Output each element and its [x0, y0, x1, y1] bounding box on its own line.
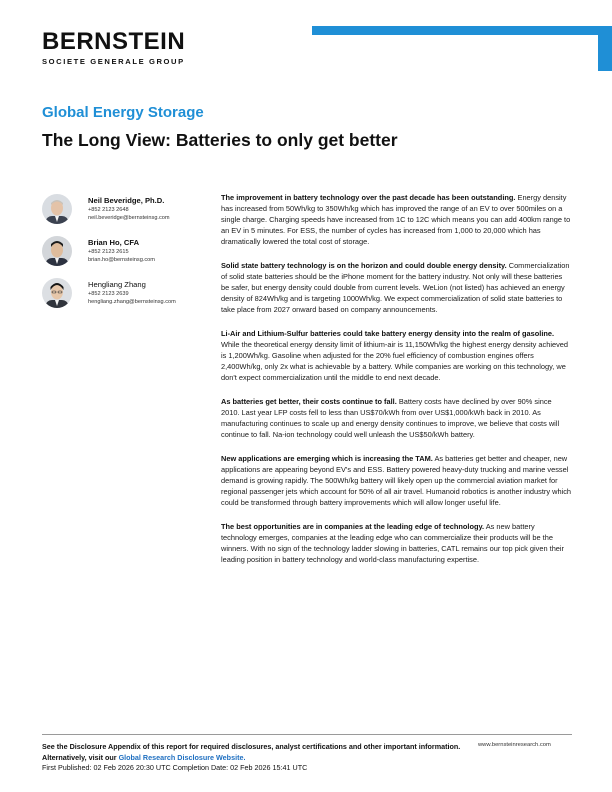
analyst-card [42, 192, 212, 234]
analyst-name: Hengliang Zhang [88, 280, 146, 289]
paragraph-text: Commercialization of solid state batteries should be the iPhone moment for the battery industry. Not only will these batteries be safer, but energy density could double from current levels. WeLion (not listed) has achieved an energy density of 824Wh/kg and is targeting 1000Wh/kg. We expect commercialization of solid state batteries to take place from 2027 onward based on company announcements. [221, 261, 570, 314]
analyst-name: Brian Ho, CFA [88, 238, 140, 247]
summary-paragraph [221, 261, 571, 316]
brand-subtitle: SOCIETE GENERALE GROUP [42, 57, 185, 66]
brand-name: BERNSTEIN [42, 28, 186, 55]
analyst-phone: +852 2123 2615 [88, 249, 129, 255]
brand-logo [42, 30, 185, 66]
paragraph-text: Energy density has increased from 50Wh/kg to 350Wh/kg which has improved the range of an EV to over 500miles on a single charge. Charging speeds have increased from 1C to 12C which means you can add 400km range to an EV in 5 minutes. For ESS, the number of cycles has increased from 1,000 to 20,000 which has dramatically lowered the total cost of storage. [221, 193, 571, 246]
publish-dates: First Published: 02 Feb 2026 20:30 UTC Completion Date: 02 Feb 2026 15:41 UTC [42, 763, 308, 772]
paragraph-text: Battery costs have declined by over 90% since 2010. Last year LFP costs fell to less than US$70/kWh from over US$1,000/kWh back in 2010. As manufacturing continues to scale up and energy density continues to improve, we believe that costs will continue to fall. Na-ion technology could well unleash the US$50/kWh battery. [221, 397, 560, 439]
summary-body [221, 193, 571, 579]
summary-paragraph [221, 329, 571, 384]
summary-paragraph [221, 397, 571, 441]
disclosure-text: See the Disclosure Appendix of this report for required disclosures, analyst certifications and other important information. Alternatively, visit our [42, 742, 461, 762]
paragraph-lead: Solid state battery technology is on the horizon and could double energy density. [221, 261, 507, 271]
disclosure-link[interactable]: Global Research Disclosure Website. [118, 752, 246, 762]
header-accent-bar [312, 26, 612, 35]
analyst-email[interactable]: hengliang.zhang@bernsteinsg.com [88, 299, 176, 305]
analyst-email[interactable]: brian.ho@bernsteinsg.com [88, 257, 155, 263]
footer-website-link[interactable]: www.bernsteinresearch.com [478, 742, 551, 748]
analyst-email[interactable]: neil.beveridge@bernsteinsg.com [88, 215, 170, 221]
paragraph-lead: Li-Air and Lithium-Sulfur batteries could take battery energy density into the realm of gasoline. [221, 329, 555, 339]
paragraph-text: As batteries get better and cheaper, new applications are appearing beyond EV's and ESS. Battery powered heavy-duty trucking and marine vessel demand is growing rapidly. The 500Wh/kg battery will likely open up the commercial aviation market for regional passenger jets which account for 50% of all air travel. Humanoid robotics is another industry which could be transformed through battery improvements which will allow longer useful life. [221, 454, 572, 507]
paragraph-lead: The improvement in battery technology over the past decade has been outstanding. [221, 193, 516, 202]
analyst-photo [42, 236, 72, 266]
summary-paragraph [221, 193, 571, 248]
footer-divider [42, 734, 572, 735]
analyst-phone: +852 2123 2639 [88, 291, 129, 297]
header-accent-side [598, 26, 612, 71]
report-title: The Long View: Batteries to only get better [42, 130, 398, 150]
analyst-phone: +852 2123 2648 [88, 207, 129, 213]
paragraph-lead: New applications are emerging which is increasing the TAM. [221, 454, 433, 464]
analyst-name: Neil Beveridge, Ph.D. [88, 196, 165, 205]
paragraph-text: As new battery technology emerges, companies at the leading edge who can commercialize their products will be the winners. With no sign of the technology ladder slowing in batteries, CATL remains our top pick given their leading position in battery technology and world-class manufacturing expertise. [221, 522, 565, 564]
paragraph-lead: The best opportunities are in companies at the leading edge of technology. [221, 522, 485, 532]
analyst-photo [42, 194, 72, 224]
paragraph-lead: As batteries get better, their costs continue to fall. [221, 397, 397, 407]
summary-paragraph [221, 454, 571, 509]
analyst-card [42, 234, 212, 276]
section-label: Global Energy Storage [42, 104, 204, 121]
summary-paragraph [221, 522, 571, 566]
analyst-card [42, 276, 212, 318]
footer-disclosure [42, 742, 462, 774]
analyst-list [42, 192, 212, 318]
analyst-photo [42, 278, 72, 308]
paragraph-text: While the theoretical energy density limit of lithium-air is 11,150Wh/kg the highest energy density achieved is 1,200Wh/kg. Gasoline when adjusted for the 20% fuel efficiency of combustion engines offers 2,400Wh/kg, only 2x what is achievable by a battery. While companies are working on this technology, we don't expect commercialization until the middle to end next decade. [221, 339, 568, 382]
